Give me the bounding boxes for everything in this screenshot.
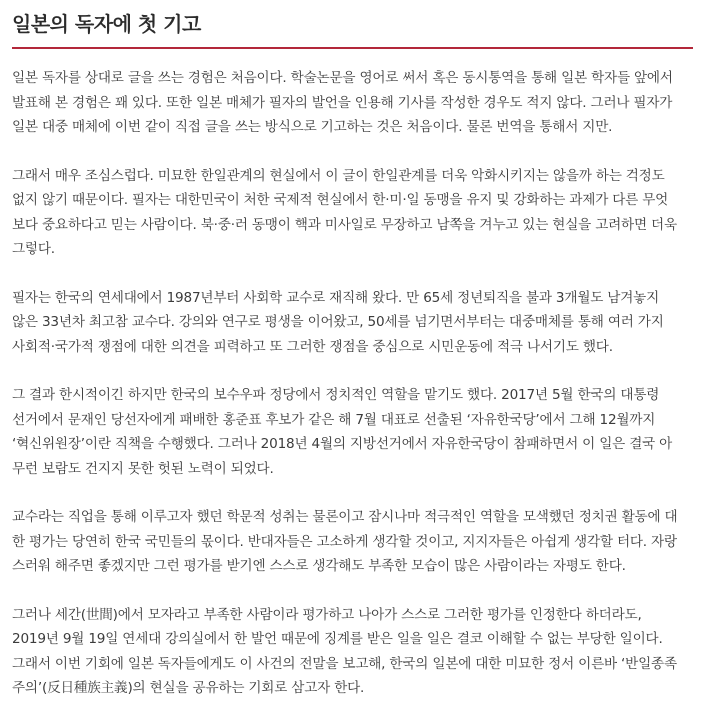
paragraph-line: 2019년 9월 19일 연세대 강의실에서 한 발언 때문에 징계를 받은 일을 일은 결코 이해할 수 없는 부당한 일이다.	[12, 631, 663, 647]
paragraph-line: 않은 33년차 최고참 교수다. 강의와 연구로 평생을 이어왔고, 50세를 넘기면서부터는 대중매체를 통해 여러 가지	[12, 314, 664, 330]
paragraph-line: 그래서 매우 조심스럽다. 미묘한 한일관계의 현실에서 이 글이 한일관계를 더욱 악화시키지는 않을까 하는 걱정도	[12, 167, 665, 184]
article	[12, 0, 694, 725]
paragraph-line: 보다 중요하다고 믿는 사람이다. 북·중·러 동맹이 핵과 미사일로 무장하고 남쪽을 겨누고 있는 현실을 고려하면 더욱	[12, 216, 677, 233]
paragraph-2	[12, 164, 694, 262]
paragraph-5	[12, 505, 694, 579]
paragraph-line: 일본 독자를 상대로 글을 쓰는 경험은 처음이다. 학술논문을 영어로 써서 혹은 동시통역을 통해 일본 학자들 앞에서	[12, 70, 673, 86]
article-body	[12, 66, 694, 701]
paragraph-line: 없지 않기 때문이다. 필자는 대한민국이 처한 국제적 현실에서 한·미·일 동맹을 유지 및 강화하는 과제가 다른 무엇	[12, 192, 669, 208]
paragraph-line: 일본 대중 매체에 이번 같이 직접 글을 쓰는 방식으로 기고하는 것은 처음이다. 물론 번역을 통해서 지만.	[12, 119, 613, 135]
article-title: 일본의 독자에 첫 기고	[12, 12, 201, 36]
paragraph-line: 그래서 이번 기회에 일본 독자들에게도 이 사건의 전말을 보고해, 한국의 일본에 대한 미묘한 정서 이른바 ‘반일종족	[12, 655, 677, 672]
paragraph-line: 그러나 세간(世間)에서 모자라고 부족한 사람이라 평가하고 나아가 스스로 그러한 평가를 인정한다 하더라도,	[12, 606, 642, 623]
paragraph-4	[12, 383, 694, 481]
paragraph-line: ‘혁신위원장’이란 직책을 수행했다. 그러나 2018년 4월의 지방선거에서 자유한국당이 참패하면서 이 일은 결국 아	[12, 436, 673, 452]
paragraph-line: 주의’(反日種族主義)의 현실을 공유하는 기회로 삼고자 한다.	[12, 680, 365, 696]
title-divider	[12, 47, 693, 49]
paragraph-line: 사회적·국가적 쟁점에 대한 의견을 피력하고 또 그러한 쟁점을 중심으로 시민운동에 적극 나서기도 했다.	[12, 338, 613, 355]
paragraph-line: 발표해 본 경험은 꽤 있다. 또한 일본 매체가 필자의 발언을 인용해 기사를 작성한 경우도 적지 않다. 그러나 필자가	[12, 94, 673, 111]
paragraph-1	[12, 66, 694, 140]
paragraph-3	[12, 286, 694, 360]
paragraph-line: 그렇다.	[12, 241, 55, 257]
paragraph-line: 선거에서 문재인 당선자에게 패배한 홍준표 후보가 같은 해 7월 대표로 선출된 ‘자유한국당’에서 그해 12월까지	[12, 411, 656, 428]
paragraph-line: 그 결과 한시적이긴 하지만 한국의 보수우파 정당에서 정치적인 역할을 맡기도 했다. 2017년 5월 한국의 대통령	[12, 387, 660, 403]
paragraph-line: 필자는 한국의 연세대에서 1987년부터 사회학 교수로 재직해 왔다. 만 65세 정년퇴직을 불과 3개월도 남겨놓지	[12, 289, 660, 306]
paragraph-line: 스러워 해주면 좋겠지만 그런 평가를 받기엔 스스로 생각해도 부족한 모습이 많은 사람이라는 자평도 한다.	[12, 558, 626, 574]
paragraph-6	[12, 603, 694, 701]
paragraph-line: 교수라는 직업을 통해 이루고자 했던 학문적 성취는 물론이고 잠시나마 적극적인 역할을 모색했던 정치권 활동에 대	[12, 509, 678, 525]
paragraph-line: 한 평가는 당연히 한국 국민들의 몫이다. 반대자들은 고소하게 생각할 것이고, 지지자들은 아쉽게 생각할 터다. 자랑	[12, 533, 677, 550]
paragraph-line: 무런 보람도 건지지 못한 헛된 노력이 되었다.	[12, 460, 274, 477]
